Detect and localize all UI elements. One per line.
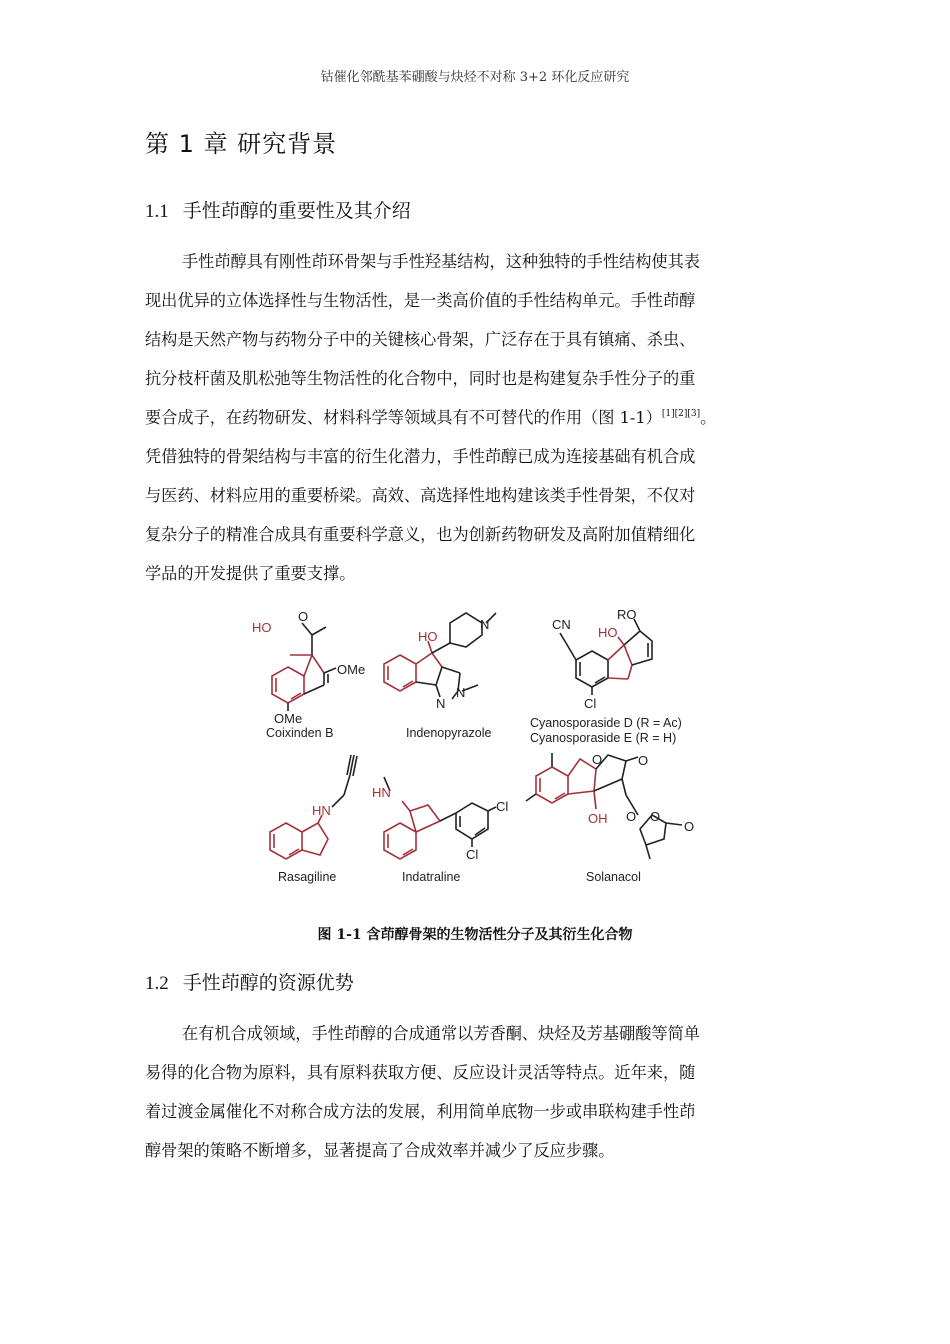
section-title: 手性茚醇的资源优势 xyxy=(182,972,354,994)
text-line: 学品的开发提供了重要支撑。 xyxy=(145,564,356,583)
atom-label: HO xyxy=(418,629,438,644)
structure-coixinden-b xyxy=(272,621,336,711)
atom-label: OMe xyxy=(337,662,366,677)
atom-label: HO xyxy=(598,625,618,640)
text-line: 着过渡金属催化不对称合成方法的发展，利用简单底物一步或串联构建手性茚 xyxy=(145,1102,696,1121)
paragraph-1 xyxy=(145,242,807,593)
atom-label: Cl xyxy=(584,696,597,711)
running-head: 钴催化邻酰基苯硼酸与炔烃不对称 3+2 环化反应研究 xyxy=(320,70,630,85)
compound-label: Indenopyrazole xyxy=(406,726,492,740)
atom-label: HN xyxy=(372,785,391,800)
atom-label: N xyxy=(480,617,490,632)
atom-label: O xyxy=(638,753,649,768)
structure-indatraline xyxy=(384,777,496,859)
atom-label: O xyxy=(298,609,309,624)
section-heading-1-1 xyxy=(145,196,411,223)
section-title: 手性茚醇的重要性及其介绍 xyxy=(182,200,411,222)
compound-label: Cyanosporaside D (R = Ac) xyxy=(530,716,682,730)
chapter-title: 第 1 章 研究背景 xyxy=(145,130,338,158)
atom-label: OMe xyxy=(274,711,303,726)
compound-label: Solanacol xyxy=(586,870,641,884)
atom-label: N xyxy=(436,696,446,711)
atom-label: O xyxy=(592,752,603,767)
text-line: 易得的化合物为原料，具有原料获取方便、反应设计灵活等特点。近年来，随 xyxy=(145,1063,696,1082)
section-number: 1.2 xyxy=(145,973,169,994)
text-line: 凭借独特的骨架结构与丰富的衍生化潜力，手性茚醇已成为连接基础有机合成 xyxy=(145,447,696,466)
atom-label: HO xyxy=(252,620,272,635)
text-line: 与医药、材料应用的重要桥梁。高效、高选择性地构建该类手性骨架，不仅对 xyxy=(145,486,696,505)
figure-caption: 图 1-1 含茚醇骨架的生物活性分子及其衍生化合物 xyxy=(317,927,633,943)
text-segment: 要合成子，在药物研发、材料科学等领域具有不可替代的作用（图 1-1） xyxy=(145,408,662,427)
atom-label: HN xyxy=(312,803,331,818)
structures-svg xyxy=(240,595,720,895)
compound-label: Indatraline xyxy=(402,870,461,884)
paragraph-2 xyxy=(145,1014,807,1170)
compound-label: Rasagiline xyxy=(278,870,337,884)
citation-ref[interactable]: [1][2][3] xyxy=(661,409,701,419)
text-line: 复杂分子的精准合成具有重要科学意义，也为创新药物研发及高附加值精细化 xyxy=(145,525,696,544)
atom-label: O xyxy=(626,809,637,824)
structure-solanacol xyxy=(526,753,682,859)
atom-label: OH xyxy=(588,811,608,826)
atom-label: Cl xyxy=(466,847,479,862)
atom-label: O xyxy=(684,819,695,834)
compound-label: Coixinden B xyxy=(266,726,334,740)
section-number: 1.1 xyxy=(145,201,169,222)
text-segment: 。 xyxy=(700,408,717,427)
text-line: 结构是天然产物与药物分子中的关键核心骨架，广泛存在于具有镇痛、杀虫、 xyxy=(145,330,696,349)
atom-label: CN xyxy=(552,617,571,632)
atom-label: RO xyxy=(617,607,637,622)
figure-1-1 xyxy=(240,595,720,895)
text-line: 手性茚醇具有刚性茚环骨架与手性羟基结构，这种独特的手性结构使其表 xyxy=(182,252,700,271)
atom-label: N xyxy=(456,685,466,700)
atom-label: Cl xyxy=(496,799,509,814)
section-heading-1-2 xyxy=(145,968,354,995)
atom-label: O xyxy=(650,809,661,824)
text-line: 醇骨架的策略不断增多，显著提高了合成效率并减少了反应步骤。 xyxy=(145,1141,615,1160)
text-line: 在有机合成领域，手性茚醇的合成通常以芳香酮、炔烃及芳基硼酸等简单 xyxy=(182,1024,700,1043)
text-line-with-citation xyxy=(145,398,807,437)
text-line: 抗分枝杆菌及肌松弛等生物活性的化合物中，同时也是构建复杂手性分子的重 xyxy=(145,369,696,388)
text-line: 现出优异的立体选择性与生物活性，是一类高价值的手性结构单元。手性茚醇 xyxy=(145,291,696,310)
compound-label: Cyanosporaside E (R = H) xyxy=(530,731,677,745)
